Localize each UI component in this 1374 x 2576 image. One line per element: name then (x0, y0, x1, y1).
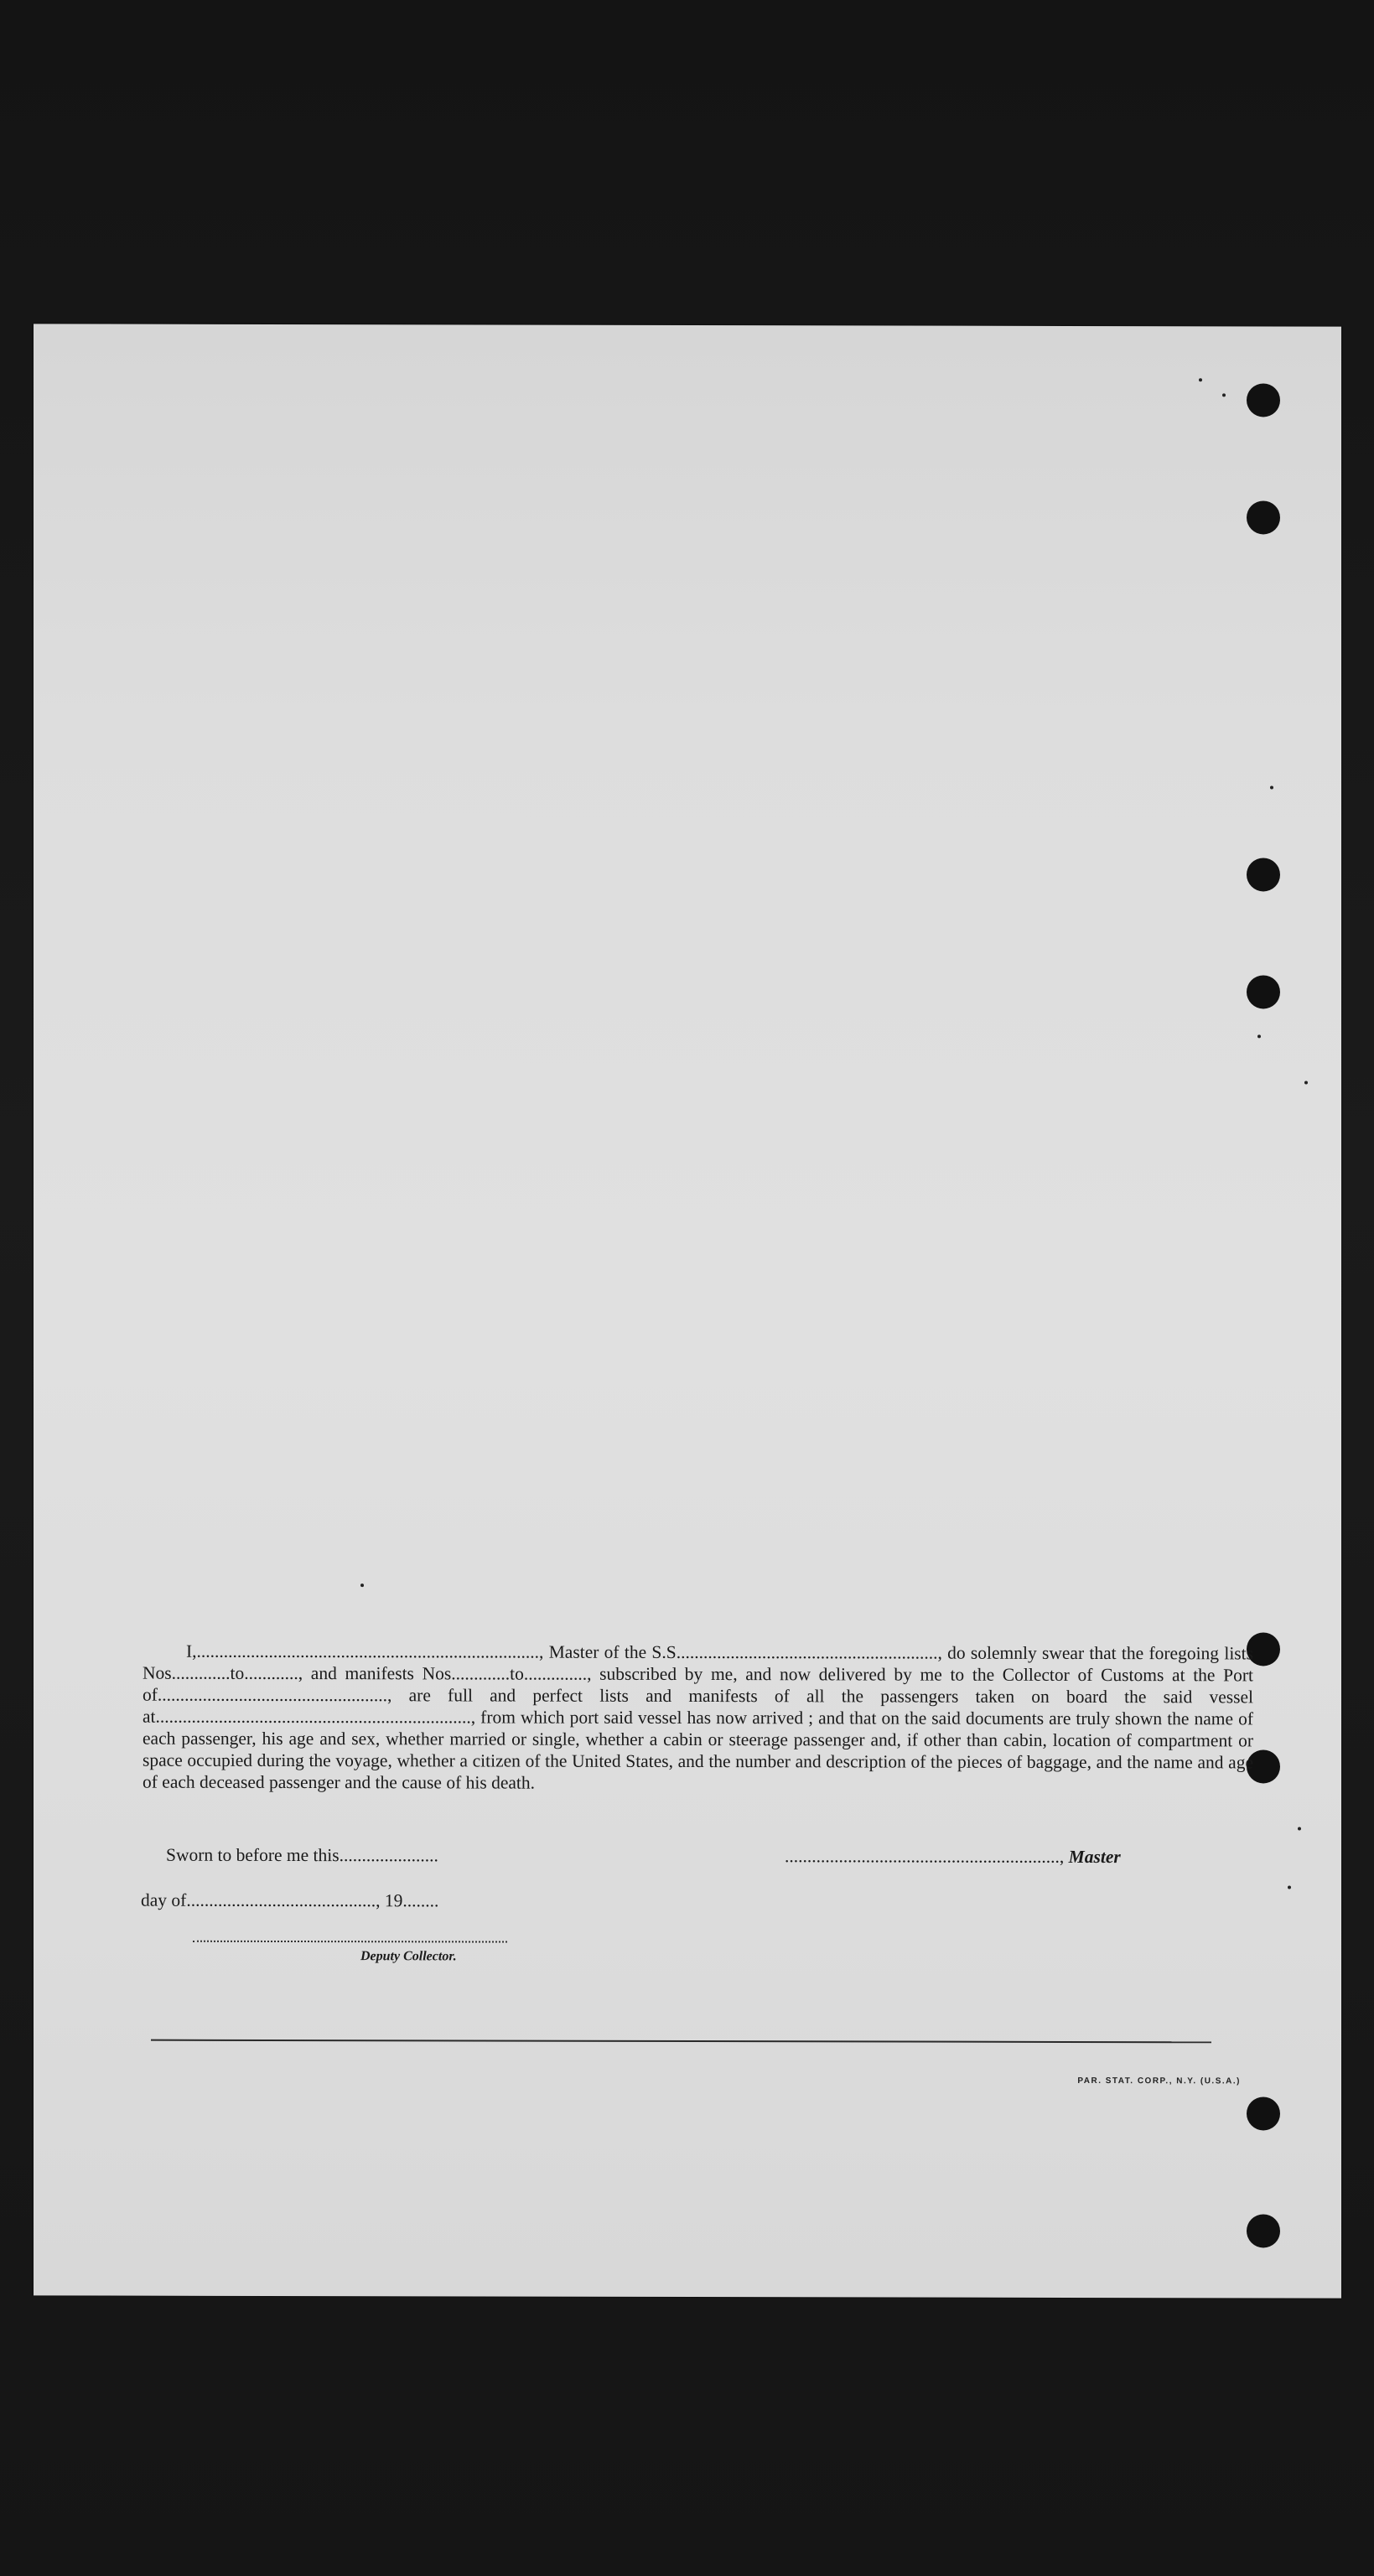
master-oath (143, 1640, 1253, 1796)
manifest-back-sheet (34, 324, 1341, 2298)
punch-hole (1247, 2097, 1280, 2130)
paper-speck (1288, 1885, 1291, 1889)
paper-speck (1199, 378, 1202, 381)
punch-hole (1247, 858, 1280, 891)
punch-hole (1247, 975, 1280, 1008)
paper-speck (1257, 1034, 1261, 1038)
oath-text: I,............................................................................, Master of the S.S.........................................................., do solemnly swear that the foregoing lists Nos.............to............, and manifests Nos.............to.............., subscribed by me, and now delivered by me to the Collector of Customs at the Port of..................................................., are full and perfect lists and manifests of all the passengers taken on board the said vessel at......................................................................, from which port said vessel has now arrived ; and that on the said documents are truly shown the name of each passenger, his age and sex, whether married or single, whether a cabin or steerage passenger and, if other than cabin, location of compartment or space occupied during the voyage, whether a citizen of the United States, and the number and description of the pieces of baggage, and the name and age of each deceased passenger and the cause of his death. (143, 1640, 1253, 1793)
bottom-rule (151, 2040, 1211, 2044)
punch-hole (1247, 500, 1280, 534)
master-label: Master (1068, 1846, 1121, 1868)
paper-speck (1298, 1827, 1301, 1831)
day-line: day of.........................................., 19........ (141, 1889, 439, 1911)
printer-imprint: PAR. STAT. CORP., N.Y. (U.S.A.) (1077, 2076, 1241, 2086)
paper-speck (1270, 785, 1273, 789)
punch-hole (1247, 2214, 1280, 2247)
deputy-signature-line (193, 1941, 507, 1943)
master-signature-dots: ............................................................., (785, 1846, 1069, 1867)
paper-speck (360, 1583, 364, 1587)
paper-speck (1222, 393, 1226, 397)
paper-speck (1304, 1081, 1308, 1085)
punch-hole (1247, 383, 1280, 417)
deputy-collector-label: Deputy Collector. (360, 1949, 457, 1964)
sworn-label: Sworn to before me this...................... (166, 1844, 438, 1866)
master-signature-line (785, 1846, 1121, 1868)
